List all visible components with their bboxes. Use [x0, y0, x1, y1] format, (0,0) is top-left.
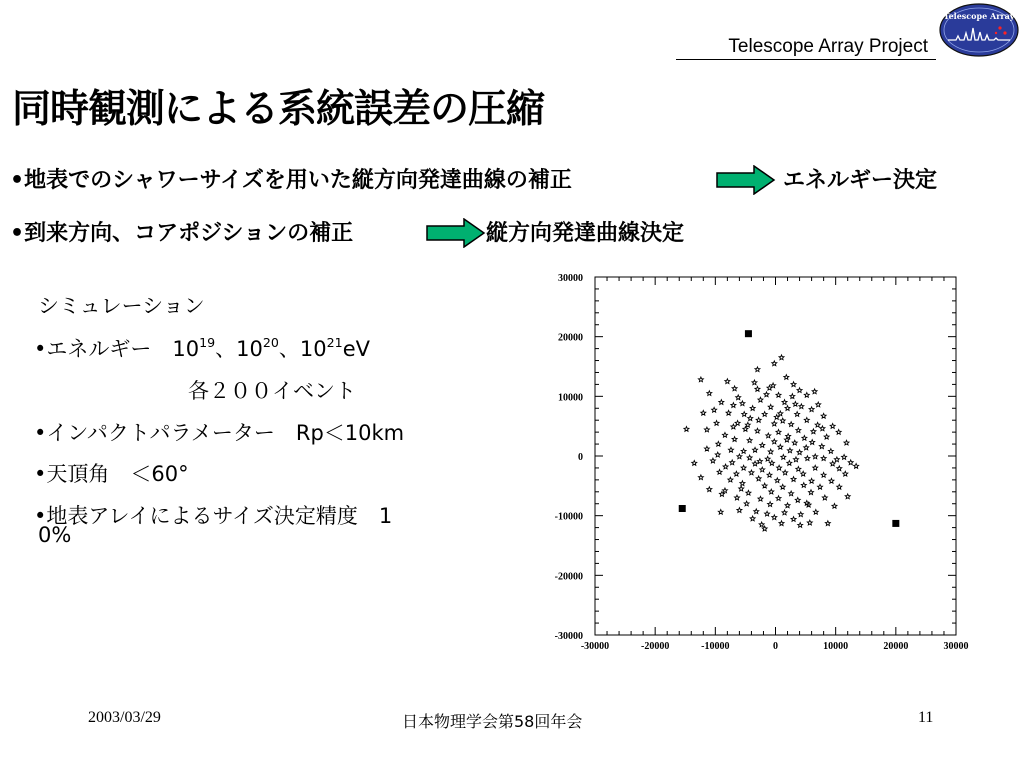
y-tick-label: 10000	[558, 392, 583, 404]
bullet-1-text: 地表でのシャワーサイズを用いた縦方向発達曲線の補正	[24, 168, 572, 193]
event-point	[747, 455, 752, 460]
event-point	[757, 459, 762, 464]
event-point	[756, 476, 761, 481]
event-point	[796, 467, 801, 472]
event-point	[845, 494, 850, 499]
event-point	[825, 521, 830, 526]
event-point	[734, 471, 739, 476]
event-point	[780, 484, 785, 489]
event-point	[844, 440, 849, 445]
y-tick-label: -10000	[554, 511, 583, 523]
event-point	[731, 403, 736, 408]
x-tick-label: -10000	[701, 641, 730, 652]
event-point	[798, 523, 803, 528]
event-point	[728, 477, 733, 482]
event-point	[777, 465, 782, 470]
event-point	[748, 416, 753, 421]
event-point	[812, 389, 817, 394]
event-point	[736, 395, 741, 400]
event-point	[785, 503, 790, 508]
event-point	[722, 488, 727, 493]
event-point	[758, 496, 763, 501]
event-point	[684, 427, 689, 432]
event-point	[789, 422, 794, 427]
event-point	[714, 421, 719, 426]
event-point	[750, 406, 755, 411]
event-point	[782, 400, 787, 405]
event-point	[704, 446, 709, 451]
bullet-marker: •	[34, 504, 47, 528]
bullet-marker: •	[34, 337, 47, 361]
event-point	[821, 456, 826, 461]
event-point	[843, 471, 848, 476]
event-point	[824, 434, 829, 439]
event-point	[768, 449, 773, 454]
event-point	[802, 436, 807, 441]
event-point	[813, 465, 818, 470]
event-point	[725, 379, 730, 384]
event-point	[821, 413, 826, 418]
event-point	[735, 495, 740, 500]
event-point	[804, 418, 809, 423]
event-point	[742, 412, 747, 417]
event-point	[741, 449, 746, 454]
event-point	[829, 478, 834, 483]
event-point	[804, 501, 809, 506]
event-point	[760, 443, 765, 448]
event-point	[791, 477, 796, 482]
event-point	[784, 375, 789, 380]
event-point	[730, 460, 735, 465]
energy-value-3: $10^{21}eV$	[299, 335, 370, 361]
event-point	[764, 392, 769, 397]
event-point	[716, 441, 721, 446]
y-tick-label: 20000	[558, 332, 583, 344]
event-point	[735, 421, 740, 426]
size-accuracy-line: •地表アレイによるサイズ決定精度 1	[34, 504, 393, 528]
detector-point	[892, 520, 899, 527]
event-point	[723, 464, 728, 469]
event-point	[811, 429, 816, 434]
event-point	[768, 502, 773, 507]
simulation-heading: シミュレーション	[38, 294, 205, 318]
event-point	[732, 437, 737, 442]
bullet-1-result: エネルギー決定	[783, 168, 938, 193]
event-point	[807, 520, 812, 525]
y-tick-label: -30000	[554, 631, 583, 642]
x-tick-label: -30000	[580, 641, 610, 652]
event-point	[710, 458, 715, 463]
y-tick-label: 0	[578, 452, 583, 463]
event-point	[781, 455, 786, 460]
event-point	[740, 481, 745, 486]
event-point	[717, 470, 722, 475]
event-point	[815, 422, 820, 427]
telescope-array-logo	[938, 2, 1020, 58]
event-point	[787, 448, 792, 453]
event-point	[741, 465, 746, 470]
event-point	[765, 456, 770, 461]
event-point	[816, 402, 821, 407]
event-point	[787, 461, 792, 466]
event-point	[776, 496, 781, 501]
event-point	[755, 428, 760, 433]
event-point	[778, 444, 783, 449]
event-point	[836, 430, 841, 435]
event-point	[809, 407, 814, 412]
energy-line	[34, 333, 370, 363]
event-point	[737, 454, 742, 459]
event-point	[772, 515, 777, 520]
event-point	[795, 412, 800, 417]
event-point	[718, 509, 723, 514]
event-point	[842, 455, 847, 460]
event-point	[746, 490, 751, 495]
x-tick-label: -20000	[640, 641, 670, 652]
event-point	[832, 504, 837, 509]
event-point	[756, 418, 761, 423]
event-point	[758, 397, 763, 402]
event-point	[754, 509, 759, 514]
event-point	[813, 509, 818, 514]
energy-label: エネルギー	[46, 337, 173, 361]
event-point	[739, 486, 744, 491]
event-point	[762, 483, 767, 488]
event-point	[707, 391, 712, 396]
detector-point	[745, 330, 752, 337]
bullet-marker: •	[10, 168, 25, 193]
y-tick-label: -20000	[554, 571, 583, 583]
event-point	[795, 498, 800, 503]
event-point	[731, 424, 736, 429]
event-point	[772, 361, 777, 366]
y-tick-label: 30000	[558, 273, 583, 284]
event-point	[766, 433, 771, 438]
project-name: Telescope Array Project	[728, 36, 928, 57]
event-point	[797, 388, 802, 393]
event-point	[745, 422, 750, 427]
event-point	[809, 490, 814, 495]
energy-value-2: $10^{20}$、	[236, 335, 300, 361]
event-point	[798, 512, 803, 517]
event-point	[791, 382, 796, 387]
arrow-right-icon	[426, 218, 486, 248]
event-point	[698, 377, 703, 382]
event-point	[759, 522, 764, 527]
event-point	[813, 454, 818, 459]
bullet-marker: •	[10, 221, 25, 246]
event-point	[776, 393, 781, 398]
event-point	[804, 445, 809, 450]
event-point	[772, 439, 777, 444]
event-point	[755, 367, 760, 372]
event-point	[750, 516, 755, 521]
event-point	[793, 457, 798, 462]
event-point	[783, 470, 788, 475]
event-point	[769, 461, 774, 466]
event-point	[719, 400, 724, 405]
x-tick-label: 0	[773, 641, 778, 652]
detector-point	[679, 505, 686, 512]
event-point	[805, 456, 810, 461]
event-point	[804, 393, 809, 398]
event-point	[801, 471, 806, 476]
impact-parameter-line: •インパクトパラメーター Rp＜10km	[34, 421, 405, 445]
event-point	[782, 510, 787, 515]
event-point	[797, 450, 802, 455]
header-rule	[676, 59, 936, 60]
event-point	[854, 464, 859, 469]
event-point	[737, 508, 742, 513]
event-point	[791, 517, 796, 522]
page-number: 11	[918, 709, 934, 726]
event-point	[821, 472, 826, 477]
energy-value-1: $10^{19}$、	[172, 335, 237, 361]
bullet-marker: •	[34, 421, 47, 445]
event-point	[753, 447, 758, 452]
event-point	[740, 401, 745, 406]
logo-text: Telescope Array	[943, 11, 1015, 21]
event-point	[768, 404, 773, 409]
event-point	[722, 433, 727, 438]
event-point	[792, 440, 797, 445]
event-point	[767, 472, 772, 477]
chart-marks	[679, 330, 900, 531]
bullet-2	[10, 216, 353, 247]
event-point	[796, 428, 801, 433]
event-point	[830, 461, 835, 466]
event-point	[830, 424, 835, 429]
event-point	[732, 386, 737, 391]
event-point	[819, 444, 824, 449]
event-point	[776, 430, 781, 435]
event-point	[793, 401, 798, 406]
x-tick-label: 20000	[883, 641, 909, 652]
event-point	[818, 484, 823, 489]
event-point	[828, 449, 833, 454]
event-point	[712, 407, 717, 412]
event-point	[760, 467, 765, 472]
size-accuracy-line-2: 0%	[38, 523, 72, 547]
zenith-angle-line: •天頂角 ＜60°	[34, 462, 189, 486]
event-point	[715, 452, 720, 457]
event-point	[762, 412, 767, 417]
events-count: 各２００イベント	[188, 379, 356, 403]
event-point	[809, 478, 814, 483]
arrow-right-icon	[716, 165, 776, 195]
event-point	[779, 521, 784, 526]
event-point	[801, 483, 806, 488]
event-point	[704, 427, 709, 432]
bullet-marker: •	[34, 462, 47, 486]
event-point	[771, 383, 776, 388]
bullet-2-text: 到来方向、コアポジションの補正	[24, 221, 354, 246]
event-point	[778, 411, 783, 416]
event-point	[743, 427, 748, 432]
bullet-2-result: 縦方向発達曲線決定	[486, 221, 685, 246]
event-point	[726, 410, 731, 415]
x-tick-label: 30000	[943, 641, 969, 652]
event-point	[698, 475, 703, 480]
event-point	[837, 466, 842, 471]
footer-date: 2003/03/29	[88, 709, 161, 726]
event-point	[753, 461, 758, 466]
core-position-scatter-chart	[520, 262, 990, 662]
plot-frame	[595, 277, 956, 635]
event-point	[729, 447, 734, 452]
event-point	[707, 487, 712, 492]
event-point	[701, 410, 706, 415]
event-point	[785, 406, 790, 411]
event-point	[752, 380, 757, 385]
event-point	[779, 355, 784, 360]
event-point	[749, 470, 754, 475]
event-point	[769, 489, 774, 494]
event-point	[692, 461, 697, 466]
event-point	[799, 404, 804, 409]
event-point	[834, 457, 839, 462]
event-point	[772, 421, 777, 426]
event-point	[820, 426, 825, 431]
bullet-1	[10, 163, 572, 194]
event-point	[790, 394, 795, 399]
event-point	[822, 495, 827, 500]
event-point	[848, 460, 853, 465]
event-point	[747, 438, 752, 443]
x-tick-label: 10000	[823, 641, 849, 652]
event-point	[810, 440, 815, 445]
event-point	[837, 484, 842, 489]
event-point	[744, 501, 749, 506]
event-point	[755, 387, 760, 392]
event-point	[775, 478, 780, 483]
event-point	[780, 418, 785, 423]
event-point	[789, 491, 794, 496]
footer-conference: 日本物理学会第58回年会	[402, 712, 583, 731]
event-point	[765, 511, 770, 516]
slide-title: 同時観測による系統誤差の圧縮	[12, 87, 545, 132]
